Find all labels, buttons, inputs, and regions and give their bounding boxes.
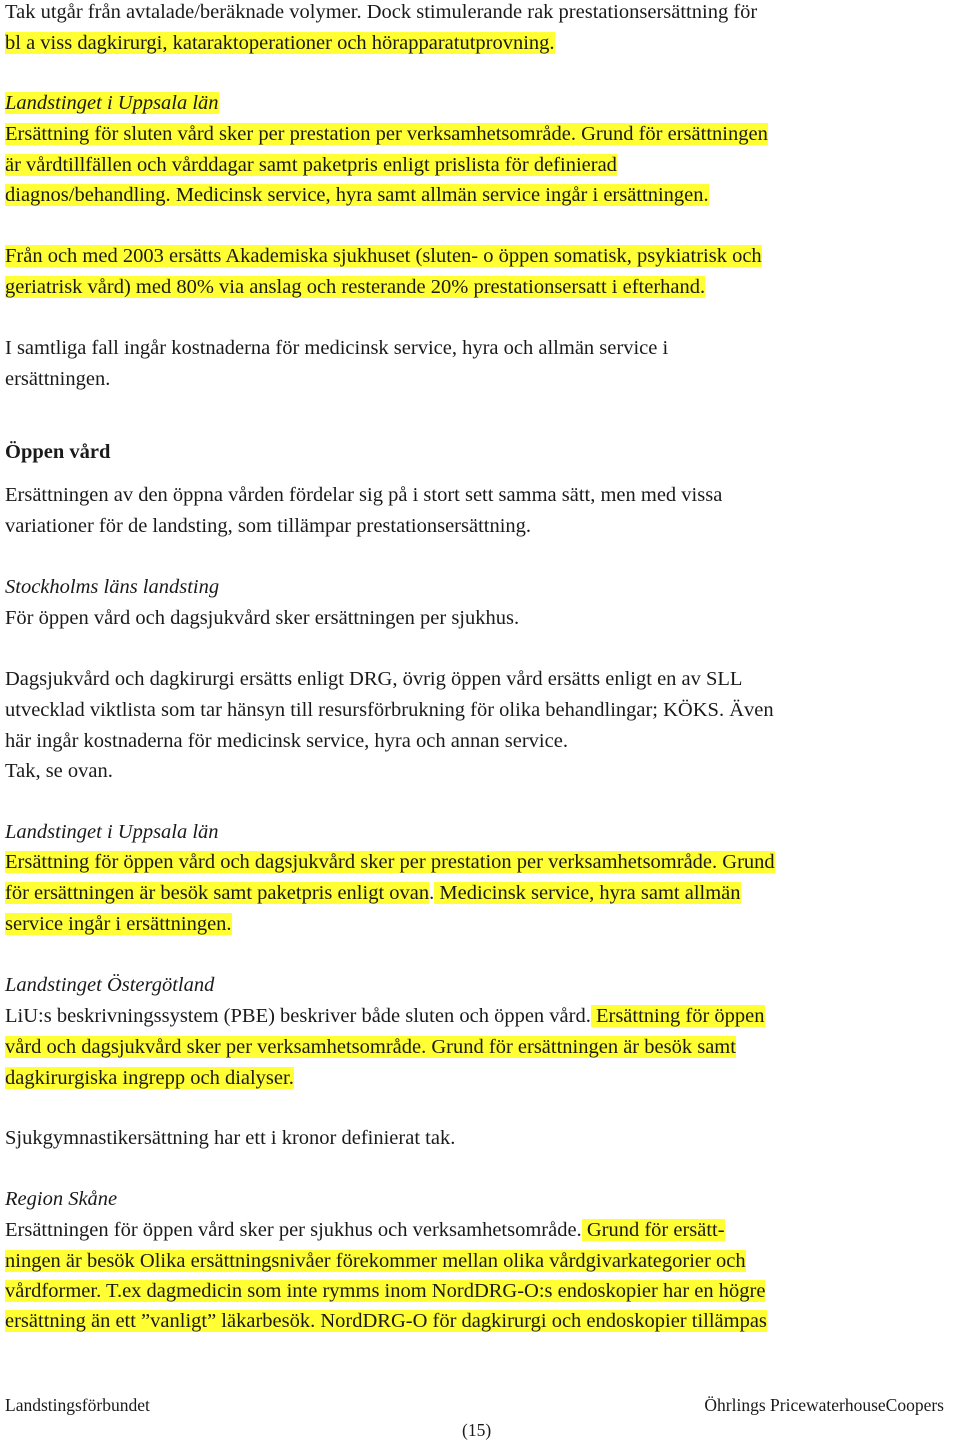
text-line: utvecklad viktlista som tar hänsyn till resursförbrukning för olika behandlingar; KÖKS. Även bbox=[5, 699, 774, 721]
text-line: variationer för de landsting, som tillämpar prestationsersättning. bbox=[5, 515, 532, 537]
section-heading: Landstinget Östergötland bbox=[5, 974, 215, 996]
text-line: för ersättningen är besök samt paketpris enligt ovan. Medicinsk service, hyra samt allmän bbox=[5, 882, 741, 904]
footer-right: Öhrlings PricewaterhouseCoopers bbox=[704, 1395, 944, 1415]
text-line: ersättningen. bbox=[5, 368, 111, 390]
text-line: ningen är besök Olika ersättningsnivåer förekommer mellan olika vårdgivarkategorier och bbox=[5, 1250, 746, 1272]
text-line: service ingår i ersättningen. bbox=[5, 913, 232, 935]
text-line: Ersättningen av den öppna vården fördelar sig på i stort sett samma sätt, men med vissa bbox=[5, 484, 723, 506]
text-line: Ersättning för öppen vård och dagsjukvård sker per prestation per verksamhetsområde. Grund bbox=[5, 851, 775, 873]
text-line: geriatrisk vård) med 80% via anslag och resterande 20% prestationsersatt i efterhand. bbox=[5, 276, 706, 298]
text-line: dagkirurgiska ingrepp och dialyser. bbox=[5, 1067, 294, 1089]
text-line: vård och dagsjukvård sker per verksamhetsområde. Grund för ersättningen är besök samt bbox=[5, 1036, 736, 1058]
text-line: Tak utgår från avtalade/beräknade volymer. Dock stimulerande rak prestationsersättning för bbox=[5, 1, 758, 23]
text-line: För öppen vård och dagsjukvård sker ersättningen per sjukhus. bbox=[5, 607, 520, 629]
text-line: här ingår kostnaderna för medicinsk service, hyra och annan service. bbox=[5, 730, 568, 752]
footer-left: Landstingsförbundet bbox=[5, 1395, 150, 1415]
text-line: bl a viss dagkirurgi, kataraktoperationer och hörapparatutprovning. bbox=[5, 32, 555, 54]
text-line: ersättning än ett ”vanligt” läkarbesök. NordDRG-O för dagkirurgi och endoskopier tillämpas bbox=[5, 1310, 767, 1332]
section-heading: Öppen vård bbox=[5, 441, 111, 463]
page-number: (15) bbox=[462, 1420, 492, 1440]
text-line: Från och med 2003 ersätts Akademiska sjukhuset (sluten- o öppen somatisk, psykiatrisk och bbox=[5, 245, 762, 267]
section-heading: Landstinget i Uppsala län bbox=[5, 92, 219, 114]
text-line: Tak, se ovan. bbox=[5, 760, 113, 782]
text-line: I samtliga fall ingår kostnaderna för medicinsk service, hyra och allmän service i bbox=[5, 337, 669, 359]
section-heading: Landstinget i Uppsala län bbox=[5, 821, 219, 843]
text-line: är vårdtillfällen och vårddagar samt paketpris enligt prislista för definierad bbox=[5, 154, 617, 176]
text-line: vårdformer. T.ex dagmedicin som inte rymms inom NordDRG-O:s endoskopier har en högre bbox=[5, 1280, 766, 1302]
section-heading: Region Skåne bbox=[5, 1188, 118, 1210]
text-line: diagnos/behandling. Medicinsk service, hyra samt allmän service ingår i ersättningen. bbox=[5, 184, 709, 206]
text-line: Ersättningen för öppen vård sker per sjukhus och verksamhetsområde. Grund för ersätt- bbox=[5, 1219, 725, 1241]
text-line: Sjukgymnastikersättning har ett i kronor definierat tak. bbox=[5, 1127, 456, 1149]
text-line: LiU:s beskrivningssystem (PBE) beskriver både sluten och öppen vård. Ersättning för öppen bbox=[5, 1005, 765, 1027]
section-heading: Stockholms läns landsting bbox=[5, 576, 220, 598]
text-line: Dagsjukvård och dagkirurgi ersätts enligt DRG, övrig öppen vård ersätts enligt en av SLL bbox=[5, 668, 743, 690]
text-line: Ersättning för sluten vård sker per prestation per verksamhetsområde. Grund för ersättningen bbox=[5, 123, 768, 145]
